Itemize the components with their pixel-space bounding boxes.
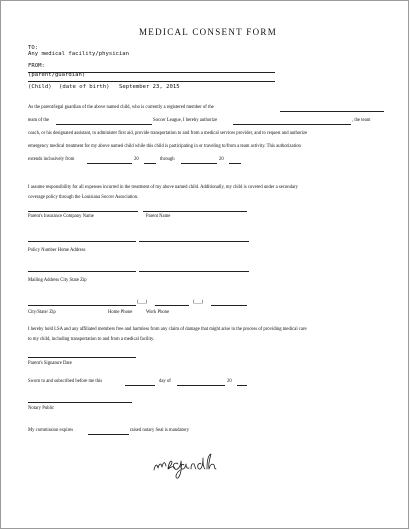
parent-name-line[interactable]	[143, 211, 247, 212]
para1-line5c: through	[160, 157, 175, 162]
notary-label: Notary Public	[28, 406, 55, 411]
handwritten-signature	[151, 448, 221, 482]
work-phone-line[interactable]	[211, 305, 247, 306]
page-title: MEDICAL CONSENT FORM	[139, 27, 278, 37]
to-value: Any medical facility/physician	[28, 51, 130, 57]
insurance-label: Parent's Insurance Company Name	[28, 214, 94, 219]
insurance-line[interactable]	[28, 211, 138, 212]
authorize-line[interactable]	[233, 124, 351, 125]
to-label: TO:	[28, 45, 39, 51]
signature-date-line[interactable]	[28, 357, 136, 358]
commission-text-b: raised notary Seal is mandatory	[130, 428, 190, 433]
city-line[interactable]	[28, 305, 136, 306]
home-phone-paren: (___)	[137, 300, 148, 305]
child-line[interactable]	[28, 81, 275, 82]
sworn-text-c: 20	[227, 379, 232, 384]
para1-line2c: , the team	[352, 118, 371, 123]
signature-date-label: Parent's Signature Date	[28, 361, 72, 366]
para2-line1: I assume responsibility for all expenses incurred in the treatment of my above named child. Additionally, my child is covered under a secondary	[28, 185, 298, 190]
para1-line2b: Soccer League, I hereby authorize	[153, 118, 218, 123]
para1-line2a: team of the	[28, 118, 50, 123]
sworn-text-b: day of	[159, 379, 171, 384]
mailing-line[interactable]	[28, 271, 136, 272]
para1-line5b: 20	[134, 157, 139, 162]
home-address-line[interactable]	[139, 241, 249, 242]
city-state-zip-line[interactable]	[139, 271, 249, 272]
work-phone-paren: (___)	[193, 300, 204, 305]
dob-value: September 23, 2015	[119, 84, 180, 90]
sworn-month-line[interactable]	[177, 385, 225, 386]
team-of-line[interactable]	[56, 124, 152, 125]
from-value: (parent/guardian)	[28, 72, 86, 78]
team-name-line[interactable]	[280, 111, 384, 112]
para3-line2: to my child, including transportation to and from a medical facility.	[28, 337, 155, 342]
from-year-line[interactable]	[144, 163, 156, 164]
city-state-zip-label: City/State/ Zip	[28, 310, 56, 315]
sworn-year-line[interactable]	[237, 385, 247, 386]
from-date-line[interactable]	[87, 163, 132, 164]
policy-line[interactable]	[28, 241, 136, 242]
para1-line5a: extends inclusively from	[28, 157, 75, 162]
para1-line4: emergency medical treatment for my above named child while this child is participating in or traveling to/from a team activity. This authorization	[28, 144, 301, 149]
para1-line1: As the parent/legal guardian of the above named child, who is currently a registered member of the	[28, 105, 214, 110]
from-label: FROM:	[28, 63, 45, 69]
through-year-line[interactable]	[229, 163, 241, 164]
sworn-day-line[interactable]	[125, 385, 155, 386]
home-phone-label: Home Phone	[108, 310, 133, 315]
sworn-text-a: Sworn to and subscribed before me this	[28, 379, 103, 384]
para1-line3: coach, or his designated assistant, to administer first aid, provide transportation to and from a medical services provider, and to request and authorize	[28, 131, 308, 136]
dob-label: (date of birth)	[59, 84, 110, 90]
parent-name-label: Parent Name	[146, 214, 171, 219]
policy-label: Policy Number Home Address	[28, 248, 86, 253]
child-label: (Child)	[28, 84, 52, 90]
mailing-label: Mailing Address City State Zip	[28, 278, 87, 283]
work-phone-label: Work Phone	[146, 310, 170, 315]
para3-line1: I hereby hold LSA and any affiliated members free and harmless from any claim of damage that might arise in the process of providing medical care	[28, 327, 307, 332]
commission-text-a: My commission expires	[28, 428, 74, 433]
para1-line5d: 20	[219, 157, 224, 162]
para2-line2: coverage policy through the Louisiana Soccer Association.	[28, 195, 139, 200]
notary-line[interactable]	[28, 402, 132, 403]
home-phone-line[interactable]	[155, 305, 189, 306]
through-date-line[interactable]	[181, 163, 217, 164]
commission-date-line[interactable]	[88, 434, 129, 435]
